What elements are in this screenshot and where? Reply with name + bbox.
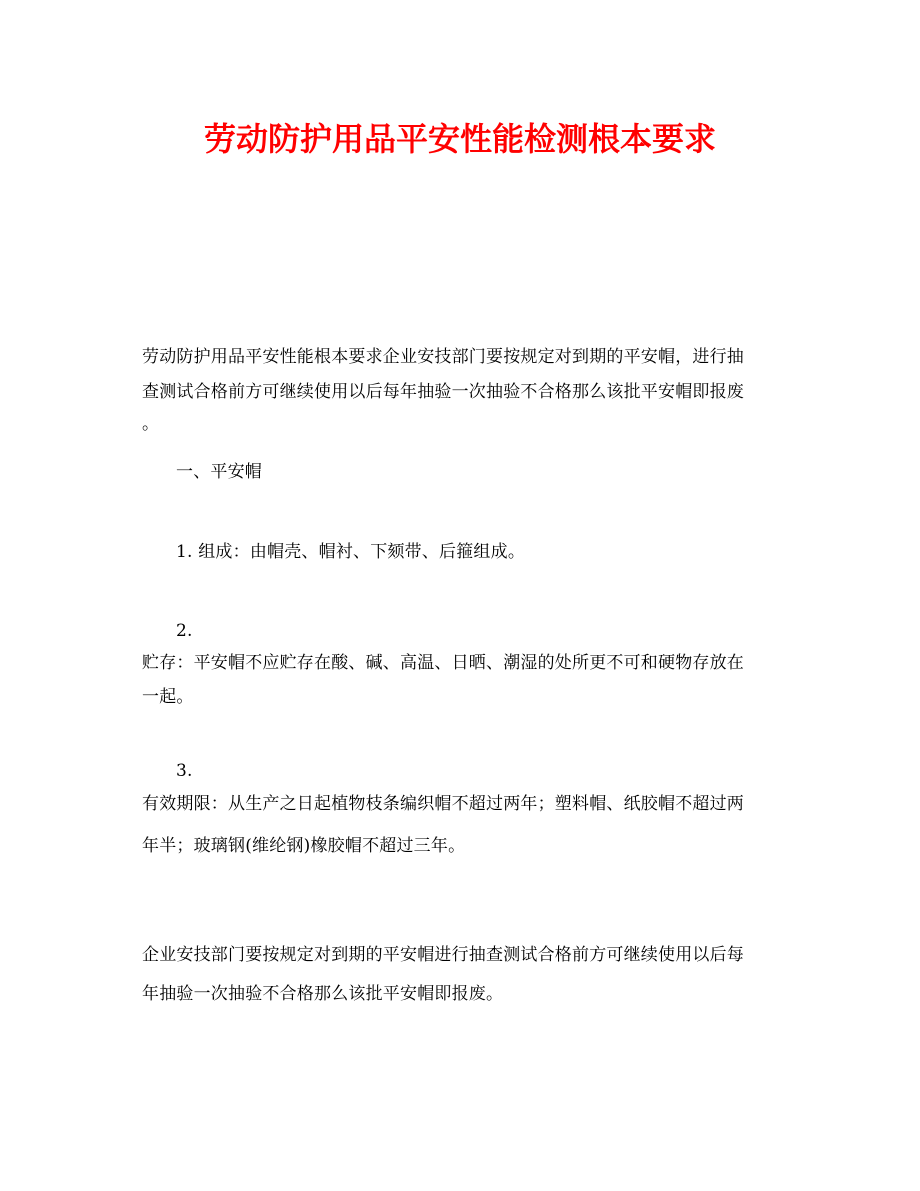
intro-line-3: 。 [142, 414, 160, 434]
section-heading: 一、平安帽 [176, 462, 262, 482]
item-2-line-2: 一起。 [142, 687, 194, 707]
item-1: 1. 组成：由帽壳、帽衬、下颏带、后箍组成。 [176, 542, 526, 562]
document-title: 劳动防护用品平安性能检测根本要求 [203, 120, 716, 158]
intro-line-1: 劳动防护用品平安性能根本要求企业安技部门要按规定对到期的平安帽，进行抽 [142, 347, 744, 367]
intro-line-2: 查测试合格前方可继续使用以后每年抽验一次抽验不合格那么该批平安帽即报废 [142, 382, 744, 402]
item-3-line-2: 年半；玻璃钢(维纶钢)橡胶帽不超过三年。 [142, 836, 466, 856]
item-3-number: 3. [176, 761, 193, 781]
closing-line-1: 企业安技部门要按规定对到期的平安帽进行抽查测试合格前方可继续使用以后每 [142, 945, 744, 965]
item-2-line-1: 贮存：平安帽不应贮存在酸、碱、高温、日晒、潮湿的处所更不可和硬物存放在 [142, 653, 744, 673]
item-3-line-1: 有效期限：从生产之日起植物枝条编织帽不超过两年；塑料帽、纸胶帽不超过两 [142, 794, 744, 814]
item-2-number: 2. [176, 621, 193, 641]
closing-line-2: 年抽验一次抽验不合格那么该批平安帽即报废。 [142, 984, 504, 1004]
